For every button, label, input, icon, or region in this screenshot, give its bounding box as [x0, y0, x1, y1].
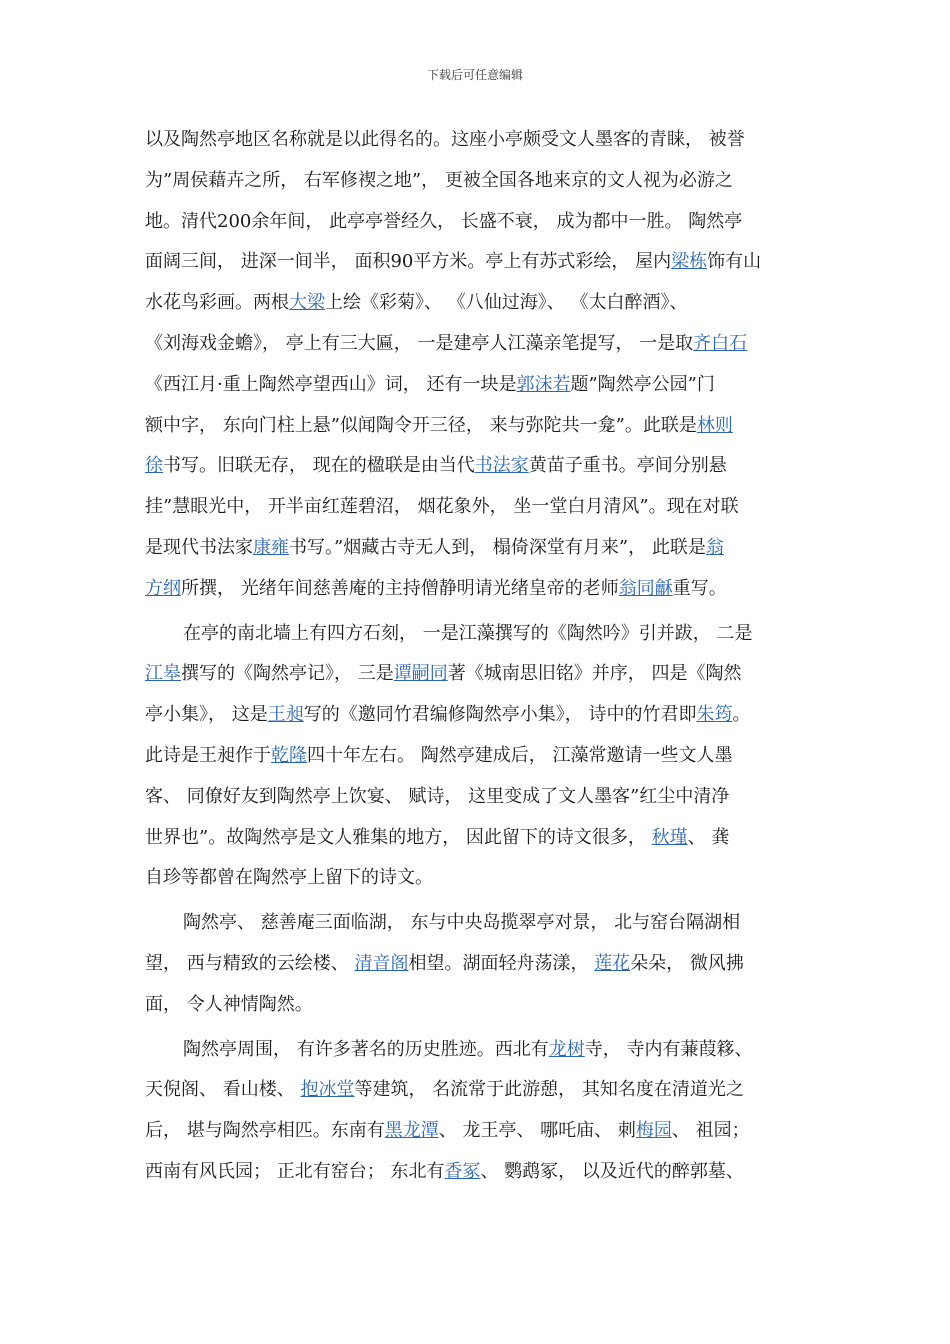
text-line: [145, 161, 813, 202]
text-line: [145, 777, 813, 818]
text-line: [145, 528, 813, 569]
text-run: 《西江月·重上陶然亭望西山》词， 还有一块是: [145, 373, 517, 395]
hyperlink[interactable]: 林则: [696, 414, 733, 436]
text-run: 上绘《彩菊》、 《八仙过海》、 《太白醉酒》、: [325, 292, 688, 314]
hyperlink[interactable]: 郭沫若: [516, 373, 571, 395]
text-line: [145, 242, 813, 283]
hyperlink[interactable]: 方纲: [145, 577, 181, 599]
text-run: 撰写的《陶然亭记》， 三是: [181, 663, 394, 685]
text-run: 后， 堪与陶然亭相匹。东南有: [145, 1120, 385, 1142]
hyperlink[interactable]: 徐: [145, 455, 163, 477]
text-line: [145, 944, 813, 985]
text-run: 写的《邀同竹君编修陶然亭小集》， 诗中的竹君即: [303, 704, 697, 726]
text-run: 望， 西与精致的云绘楼、: [145, 952, 355, 974]
text-line: [145, 487, 813, 528]
text-run: 挂”慧眼光中， 开半亩红莲碧沼， 烟花象外， 坐一堂白月清风”。现在对联: [145, 496, 739, 518]
text-line: [145, 818, 813, 859]
text-line: [145, 283, 813, 324]
text-run: 陶然亭、 慈善庵三面临湖， 东与中央岛揽翠亭对景， 北与窑台隔湖相: [183, 912, 741, 934]
text-line: [145, 1030, 813, 1071]
text-run: 面阔三间， 进深一间半， 面积90平方米。亭上有苏式彩绘， 屋内: [145, 251, 672, 273]
text-line: [145, 406, 813, 447]
text-line: [145, 985, 813, 1026]
text-run: 水花鸟彩画。两根: [145, 292, 289, 314]
text-line: [145, 120, 813, 161]
text-line: [145, 569, 813, 610]
hyperlink[interactable]: 大梁: [289, 292, 325, 314]
hyperlink[interactable]: 龙树: [548, 1038, 585, 1060]
hyperlink[interactable]: 谭嗣同: [393, 663, 448, 685]
hyperlink[interactable]: 香冢: [444, 1160, 481, 1182]
text-run: 自珍等都曾在陶然亭上留下的诗文。: [145, 867, 433, 889]
text-run: 、 祖园；: [671, 1120, 750, 1142]
text-run: 为”周侯藉卉之所， 右军修禊之地”， 更被全国各地来京的文人视为必游之: [145, 169, 733, 191]
hyperlink[interactable]: 乾隆: [271, 744, 307, 766]
page-header: 下载后可任意编辑: [426, 68, 523, 82]
hyperlink[interactable]: 江皋: [145, 663, 181, 685]
text-run: 客、 同僚好友到陶然亭上饮宴、 赋诗， 这里变成了文人墨客”红尘中清净: [145, 785, 730, 807]
text-run: 相望。湖面轻舟荡漾，: [408, 952, 595, 974]
hyperlink[interactable]: 梁栋: [671, 251, 708, 273]
text-run: 是现代书法家: [145, 536, 253, 558]
text-run: 地。清代200余年间， 此亭亭誉经久， 长盛不衰， 成为都中一胜。 陶然亭: [145, 210, 743, 232]
hyperlink[interactable]: 梅园: [635, 1120, 672, 1142]
text-line: [145, 858, 813, 899]
text-line: [145, 202, 813, 243]
hyperlink[interactable]: 黑龙潭: [384, 1120, 439, 1142]
article-body: [145, 120, 813, 1193]
text-run: 朵朵， 微风拂: [630, 952, 744, 974]
text-run: 陶然亭周围， 有许多著名的历史胜迹。西北有: [183, 1038, 549, 1060]
text-run: 以及陶然亭地区名称就是以此得名的。这座小亭颇受文人墨客的青睐， 被誉: [145, 129, 745, 150]
text-run: 、 鹦鹉冢， 以及近代的醉郭墓、: [480, 1160, 744, 1182]
hyperlink[interactable]: 秋瑾: [651, 826, 688, 848]
text-line: [145, 1070, 813, 1111]
text-line: [145, 695, 813, 736]
text-run: 在亭的南北墙上有四方石刻， 一是江藻撰写的《陶然吟》引并跋， 二是: [183, 622, 753, 644]
text-run: 《刘海戏金蟾》， 亭上有三大匾， 一是建亭人江藻亲笔提写， 一是取: [145, 332, 694, 354]
text-line: [145, 1152, 813, 1193]
text-run: 此诗是王昶作于: [145, 744, 271, 766]
text-line: [145, 365, 813, 406]
hyperlink[interactable]: 翁: [705, 536, 724, 558]
text-run: 、 龙王亭、 哪吒庙、 刺: [438, 1120, 636, 1142]
text-line: [145, 1111, 813, 1152]
text-run: 西南有风氏园； 正北有窑台； 东北有: [145, 1160, 445, 1182]
text-run: 额中字， 东向门柱上悬”似闻陶令开三径， 来与弥陀共一龛”。此联是: [145, 414, 697, 436]
text-run: 等建筑， 名流常于此游憩， 其知名度在清道光之: [354, 1079, 744, 1101]
text-line: [145, 324, 813, 365]
hyperlink[interactable]: 书法家: [474, 455, 529, 477]
text-run: 题”陶然亭公园”门: [570, 373, 715, 395]
hyperlink[interactable]: 康雍: [253, 536, 289, 558]
text-run: 面， 令人神情陶然。: [145, 993, 313, 1015]
text-run: 、 龚: [687, 826, 730, 848]
hyperlink[interactable]: 莲花: [594, 952, 631, 974]
text-run: 亭小集》， 这是: [145, 704, 268, 726]
text-run: 著《城南思旧铭》并序， 四是《陶然: [447, 663, 742, 685]
hyperlink[interactable]: 翁同龢: [618, 577, 673, 599]
hyperlink[interactable]: 齐白石: [693, 332, 748, 354]
text-line: [145, 446, 813, 487]
hyperlink[interactable]: 王昶: [267, 704, 304, 726]
text-run: 天倪阁、 看山楼、: [145, 1079, 301, 1101]
text-run: 饰有山: [707, 251, 762, 273]
text-run: 寺， 寺内有蒹葭簃、: [584, 1038, 753, 1060]
text-line: [145, 654, 813, 695]
text-line: [145, 736, 813, 777]
text-run: 四十年左右。 陶然亭建成后， 江藻常邀请一些文人墨: [307, 744, 733, 766]
text-run: 书写。”烟藏古寺无人到， 榻倚深堂有月来”， 此联是: [289, 536, 706, 558]
text-run: 书写。旧联无存， 现在的楹联是由当代: [163, 455, 475, 477]
text-line: [145, 903, 813, 944]
text-run: 。: [732, 704, 751, 726]
text-run: 世界也”。故陶然亭是文人雅集的地方， 因此留下的诗文很多，: [145, 826, 652, 848]
text-run: 重写。: [672, 577, 727, 599]
hyperlink[interactable]: 朱筠: [696, 704, 733, 726]
hyperlink[interactable]: 清音阁: [354, 952, 409, 974]
text-run: 黄苗子重书。亭间分别悬: [528, 455, 727, 477]
text-run: 所撰， 光绪年间慈善庵的主持僧静明请光绪皇帝的老师: [181, 577, 619, 599]
hyperlink[interactable]: 抱冰堂: [300, 1079, 355, 1101]
text-line: [145, 614, 813, 655]
